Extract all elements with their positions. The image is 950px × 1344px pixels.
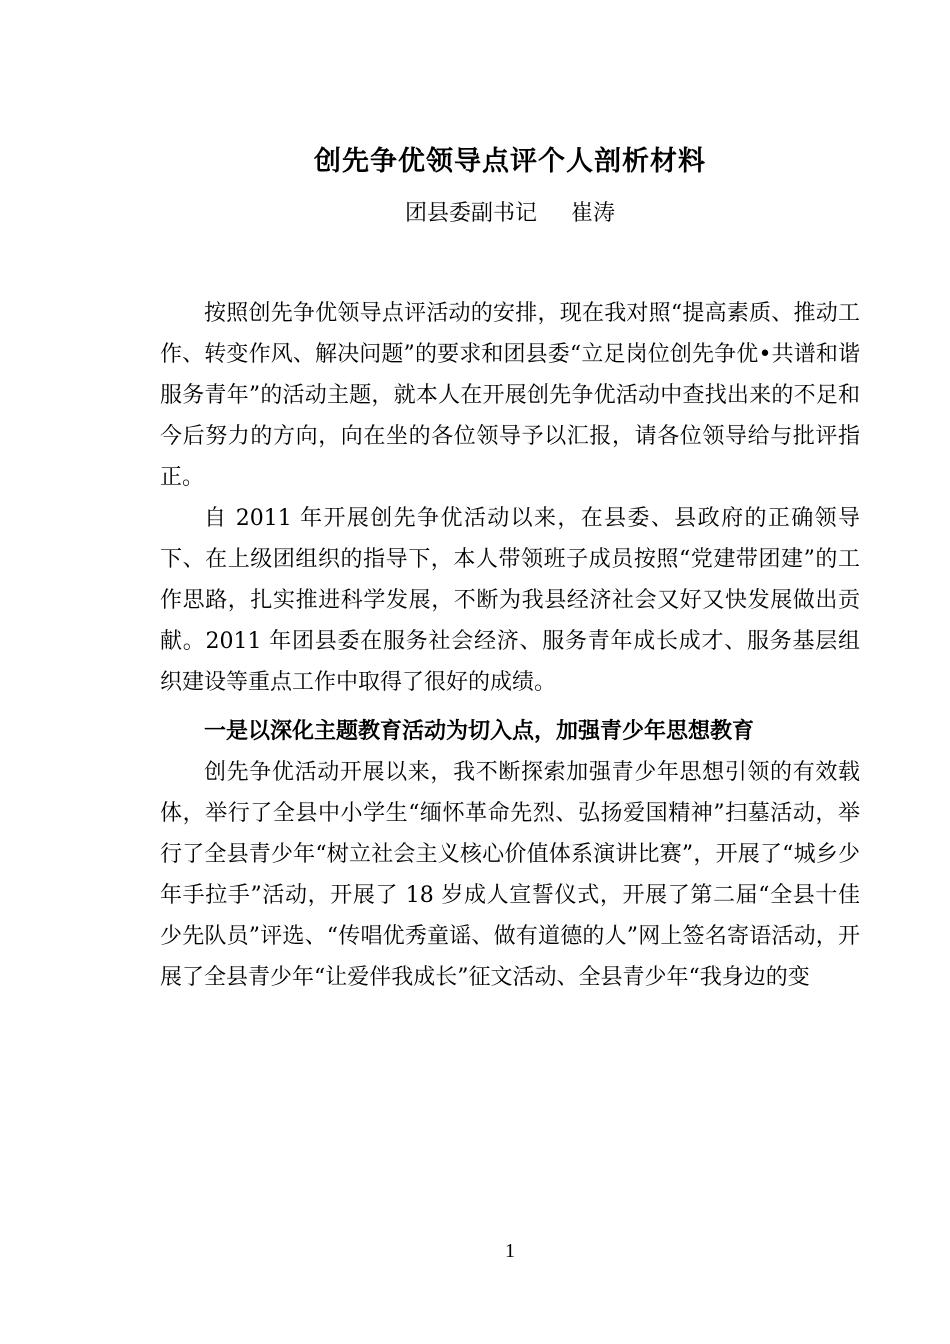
page-number: 1 <box>505 1240 515 1262</box>
author-position: 团县委副书记 <box>404 201 537 226</box>
author-byline <box>160 196 860 232</box>
paragraph-intro: 按照创先争优领导点评活动的安排，现在我对照“提高素质、推动工作、转变作风、解决问题”的要求和团县委“立足岗位创先争优•共谱和谐服务青年”的活动主题，就本人在开展创先争优活动中查找出来的不足和今后努力的方向，向在坐的各位领导予以汇报，请各位领导给与批评指正。 <box>160 301 860 490</box>
document-body <box>160 293 860 998</box>
paragraph-achievements: 自 2011 年开展创先争优活动以来，在县委、县政府的正确领导下、在上级团组织的指导下，本人带领班子成员按照“党建带团建”的工作思路，扎实推进科学发展，不断为我县经济社会又好又快发展做出贡献。2011 年团县委在服务社会经济、服务青年成长成才、服务基层组织建设等重点工作中取得了很好的成绩。 <box>160 506 860 695</box>
document-title: 创先争优领导点评个人剖析材料 <box>314 146 706 177</box>
author-name: 崔涛 <box>571 201 616 226</box>
paragraph-section-one: 创先争优活动开展以来，我不断探索加强青少年思想引领的有效载体，举行了全县中小学生“缅怀革命先烈、弘扬爱国精神”扫墓活动，举行了全县青少年“树立社会主义核心价值体系演讲比赛”，开展了“城乡少年手拉手”活动，开展了 18 岁成人宣誓仪式，开展了第二届“全县十佳少先队员”评选、“传唱优秀童谣、做有道德的人”网上签名寄语活动，开展了全县青少年“让爱伴我成长”征文活动、全县青少年“我身边的变 <box>160 760 860 990</box>
section-heading: 一是以深化主题教育活动为切入点，加强青少年思想教育 <box>204 719 755 744</box>
